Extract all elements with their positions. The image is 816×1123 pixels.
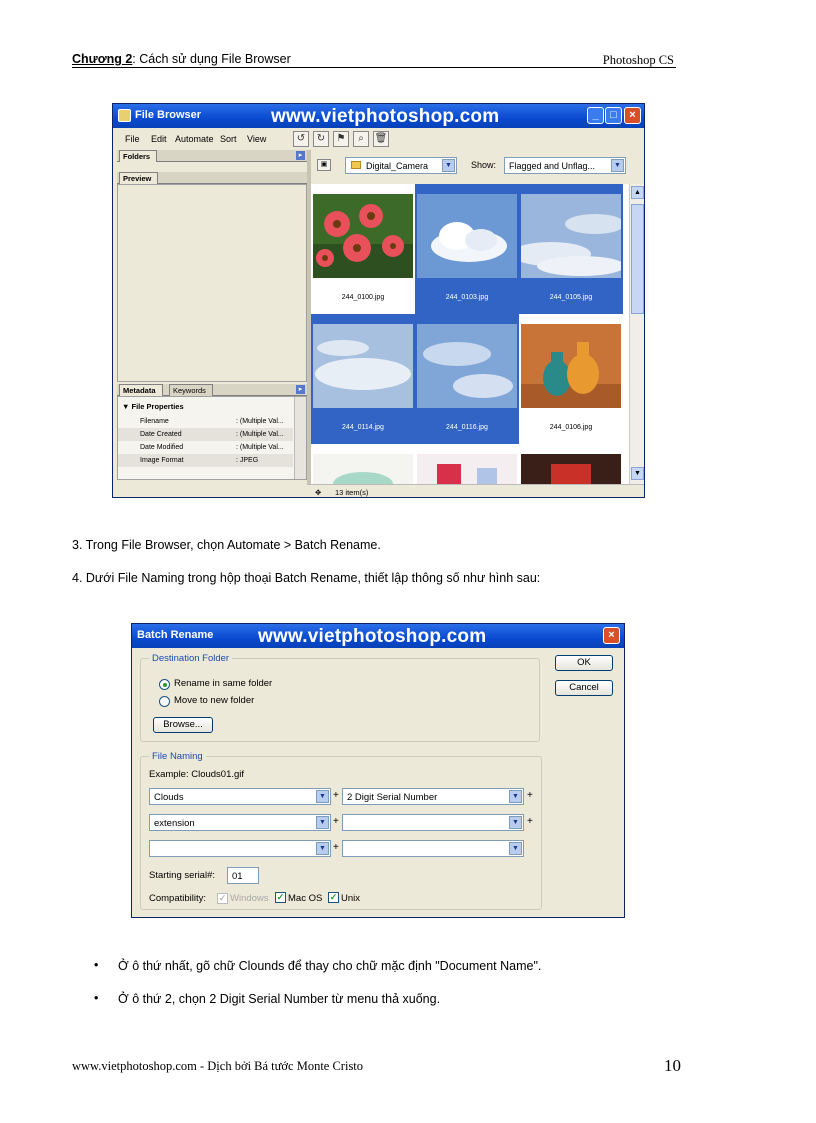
flowers-thumbnail — [313, 194, 413, 278]
vertical-scrollbar[interactable] — [629, 184, 644, 484]
folders-tabbar — [117, 150, 307, 162]
menu-view[interactable]: View — [247, 134, 267, 144]
file-browser-titlebar — [113, 104, 644, 128]
show-label: Show: — [471, 160, 497, 170]
menu-automate[interactable]: Automate — [175, 134, 214, 144]
app-icon — [118, 109, 131, 122]
chevron-down-icon[interactable]: ▼ — [509, 842, 522, 855]
naming-combo-6[interactable] — [342, 840, 524, 857]
folder-icon — [351, 161, 361, 169]
tab-folders[interactable]: Folders — [119, 150, 157, 162]
menu-sort[interactable]: Sort — [220, 134, 237, 144]
thumbnail[interactable] — [519, 444, 623, 484]
watermark: www.vietphotoshop.com — [271, 106, 500, 127]
thumbnail-caption: 244_0106.jpg — [549, 424, 593, 431]
chapter-title: Chương 2: Cách sử dụng File Browser — [72, 52, 291, 66]
browse-button[interactable]: Browse... — [153, 717, 213, 733]
folder-dropdown[interactable]: Digital_Camera ▼ — [345, 157, 457, 174]
thumbnail[interactable] — [519, 184, 623, 314]
panel-menu-icon[interactable]: ▸ — [296, 151, 305, 160]
thumbnail[interactable] — [311, 444, 415, 484]
search-icon[interactable]: ⌕ — [353, 131, 369, 147]
rotate-ccw-icon[interactable]: ↺ — [293, 131, 309, 147]
close-icon[interactable]: × — [603, 627, 620, 644]
show-dropdown[interactable]: Flagged and Unflag... ▼ — [504, 157, 626, 174]
unix-checkbox[interactable]: ✓ — [329, 892, 338, 902]
close-icon[interactable]: × — [624, 107, 641, 124]
batch-rename-dialog — [131, 623, 625, 918]
thumbnail-caption: 244_0105.jpg — [549, 294, 593, 301]
metadata-scrollbar[interactable] — [294, 397, 306, 479]
metadata-row: Filename : (Multiple Val... — [140, 418, 284, 425]
thumbnail[interactable] — [415, 444, 519, 484]
thumbnail-caption: 244_0103.jpg — [445, 294, 489, 301]
chevron-down-icon[interactable]: ▼ — [611, 159, 624, 172]
file-browser-window — [112, 103, 645, 498]
metadata-tabbar — [117, 384, 307, 396]
starting-serial-input[interactable]: 01 — [227, 867, 259, 884]
menu-bar — [113, 128, 303, 150]
status-icon: ✥ — [315, 488, 322, 497]
step-3: 3. Trong File Browser, chọn Automate > Batch Rename. — [72, 538, 381, 552]
naming-combo-2[interactable]: 2 Digit Serial Number ▼ — [342, 788, 524, 805]
metadata-row: Date Created : (Multiple Val... — [118, 428, 293, 441]
destination-folder-title: Destination Folder — [149, 653, 232, 664]
sky-thumbnail — [521, 194, 621, 278]
rotate-cw-icon[interactable]: ↻ — [313, 131, 329, 147]
thumbnail-caption: 244_0114.jpg — [342, 424, 384, 431]
ok-button[interactable]: OK — [555, 655, 613, 671]
tab-keywords[interactable]: Keywords — [169, 384, 213, 396]
location-bar — [311, 150, 644, 182]
scroll-thumb[interactable] — [631, 204, 644, 314]
item-count: 13 item(s) — [335, 488, 369, 497]
batch-rename-titlebar — [132, 624, 624, 648]
example-text: Example: Clouds01.gif — [149, 769, 245, 780]
mac-os-label: Mac OS — [288, 893, 323, 904]
thumbnail-caption: 244_0116.jpg — [446, 424, 488, 431]
naming-combo-1[interactable]: Clouds ▼ — [149, 788, 331, 805]
trash-icon[interactable]: 🗑 — [373, 131, 389, 147]
page-header — [72, 52, 676, 68]
starting-serial-label: Starting serial#: — [149, 870, 216, 881]
chevron-down-icon[interactable]: ▼ — [316, 816, 329, 829]
file-naming-title: File Naming — [149, 751, 206, 762]
compatibility-label: Compatibility: — [149, 893, 207, 904]
preview-panel — [117, 184, 307, 382]
file-properties-heading[interactable]: ▼ File Properties — [122, 402, 184, 411]
windows-label: Windows — [230, 893, 269, 904]
thumbnail-grid — [311, 184, 629, 484]
minimize-icon[interactable]: _ — [587, 107, 604, 124]
file-naming-group: File Naming Example: Clouds01.gif Clouds ▼ + 2 Digit Serial Number ▼ + extension ▼ + ▼ + ▼ + ▼ Starting serial#: 01 Compatibility: ✓ Windows ✓ Mac OS ✓ Unix — [140, 756, 542, 910]
menu-edit[interactable]: Edit — [151, 134, 167, 144]
metadata-row: Image Format : JPEG — [118, 454, 293, 467]
scroll-up-icon[interactable]: ▲ — [631, 186, 644, 199]
thumbnail[interactable] — [415, 184, 519, 314]
destination-folder-group: Destination Folder Rename in same folder Move to new folder Browse... — [140, 658, 540, 742]
page-number: 10 — [664, 1056, 681, 1075]
naming-combo-5[interactable] — [149, 840, 331, 857]
photo-thumbnail — [521, 454, 621, 484]
unix-label: Unix — [341, 893, 361, 904]
sky-thumbnail — [313, 324, 413, 408]
folder-up-icon[interactable]: ▣ — [317, 159, 331, 171]
sky-thumbnail — [417, 324, 517, 408]
preview-tabbar — [117, 172, 307, 184]
dialog-title: Batch Rename — [137, 629, 214, 641]
left-panels — [117, 150, 307, 484]
mac-os-checkbox[interactable]: ✓ — [276, 892, 285, 902]
cancel-button[interactable]: Cancel — [555, 680, 613, 696]
sky-thumbnail — [417, 194, 517, 278]
status-bar — [307, 484, 645, 498]
naming-combo-3[interactable]: extension ▼ — [149, 814, 331, 831]
glass-thumbnail — [313, 454, 413, 484]
chevron-down-icon[interactable]: ▼ — [509, 790, 522, 803]
header-product: Photoshop CS — [602, 53, 674, 67]
photo-thumbnail — [417, 454, 517, 484]
chevron-down-icon[interactable]: ▼ — [509, 816, 522, 829]
chevron-down-icon[interactable]: ▼ — [316, 790, 329, 803]
chevron-down-icon[interactable]: ▼ — [442, 159, 455, 172]
metadata-panel — [117, 396, 307, 480]
menu-file[interactable]: File — [125, 134, 140, 144]
scroll-down-icon[interactable]: ▼ — [631, 467, 644, 480]
thumbnail[interactable] — [311, 184, 415, 314]
watermark: www.vietphotoshop.com — [258, 626, 487, 647]
chevron-down-icon[interactable]: ▼ — [316, 842, 329, 855]
naming-combo-4[interactable] — [342, 814, 524, 831]
thumbnail[interactable] — [311, 314, 415, 444]
content-pane — [311, 150, 644, 484]
tab-metadata[interactable]: Metadata — [119, 384, 163, 396]
thumbnail[interactable] — [415, 314, 519, 444]
vases-thumbnail — [521, 324, 621, 408]
window-title: File Browser — [135, 109, 202, 121]
step-4: 4. Dưới File Naming trong hộp thoại Batch Rename, thiết lập thông số như hình sau: — [72, 571, 541, 585]
windows-checkbox: ✓ — [218, 893, 227, 903]
thumbnail-caption: 244_0100.jpg — [341, 294, 385, 301]
metadata-row: Date Modified : (Multiple Val... — [140, 444, 284, 451]
flag-icon[interactable]: ⚑ — [333, 131, 349, 147]
tab-preview[interactable]: Preview — [119, 172, 158, 184]
panel-menu-icon[interactable]: ▸ — [296, 385, 305, 394]
maximize-icon[interactable]: □ — [605, 107, 622, 124]
thumbnail[interactable] — [519, 314, 623, 444]
footer-credit: www.vietphotoshop.com - Dịch bởi Bá tước Monte Cristo — [72, 1059, 364, 1073]
